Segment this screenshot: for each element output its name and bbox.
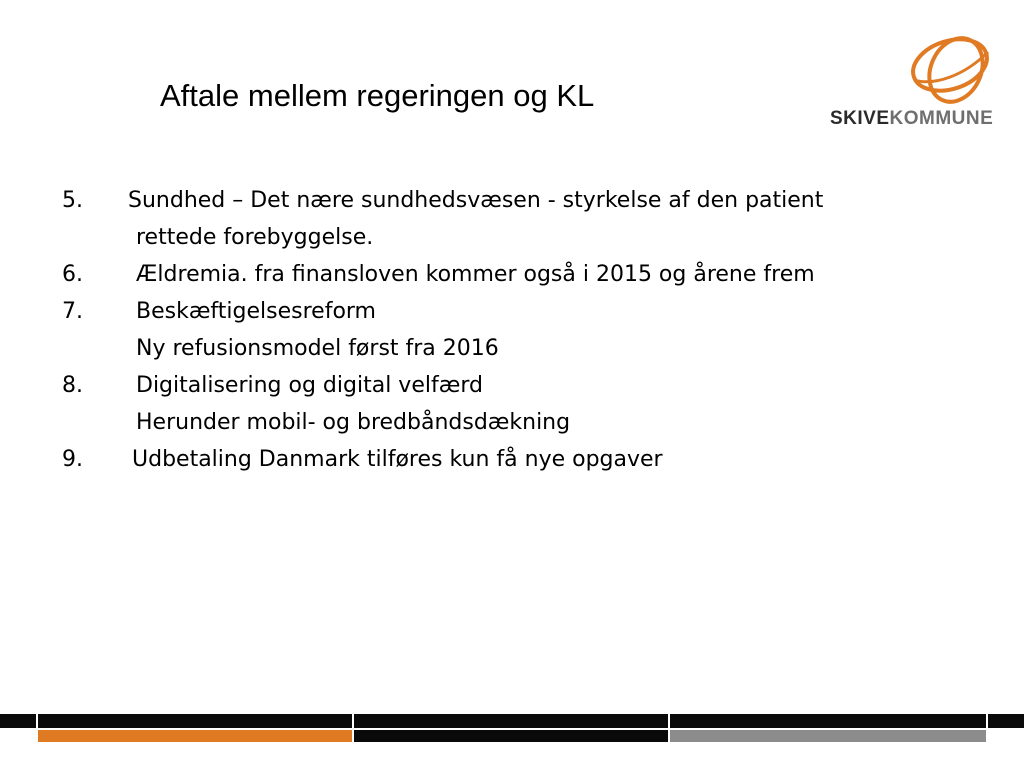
footer-divider [352,714,354,744]
list-text: Digitalisering og digital velfærd [136,373,483,398]
list-item-8 [0,367,1024,404]
slide-title: Aftale mellem regeringen og KL [160,78,595,113]
logo-text-skive: SKIVE [830,108,890,129]
list-item-7-subline [0,330,1024,367]
footer-decoration [0,714,1024,744]
list-number: 7. [62,299,83,324]
list-item-8-subline [0,404,1024,441]
numbered-list [0,182,1024,478]
footer-gray-segment [670,730,986,742]
list-text: Udbetaling Danmark tilføres kun få nye opgaver [132,447,663,472]
list-subtext: Herunder mobil- og bredbåndsdækning [136,410,571,435]
list-number: 6. [62,262,83,287]
logo-wordmark [830,108,993,130]
list-item-7 [0,293,1024,330]
skive-kommune-logo [826,28,998,132]
list-number: 5. [62,188,83,213]
list-text: Beskæftigelsesreform [136,299,376,324]
footer-dark-segment [354,730,668,742]
list-text: Sundhed – Det nære sundhedsvæsen - styrkelse af den patient [128,188,824,213]
list-number: 8. [62,373,83,398]
list-item-6 [0,256,1024,293]
list-subtext: Ny refusionsmodel først fra 2016 [136,336,499,361]
orange-swirl-logo-icon [904,28,996,108]
list-item-5 [0,182,1024,219]
list-item-9 [0,441,1024,478]
list-item-5-continuation [0,219,1024,256]
footer-orange-segment [36,730,352,742]
logo-text-kommune: KOMMUNE [889,108,994,129]
list-subtext: rettede forebyggelse. [136,225,374,250]
footer-divider [36,714,38,744]
footer-divider [986,714,988,744]
list-number: 9. [62,447,83,472]
footer-black-bar [0,714,1024,728]
footer-divider [668,714,670,744]
list-text: Ældremia. fra finansloven kommer også i 2015 og årene frem [136,262,815,287]
